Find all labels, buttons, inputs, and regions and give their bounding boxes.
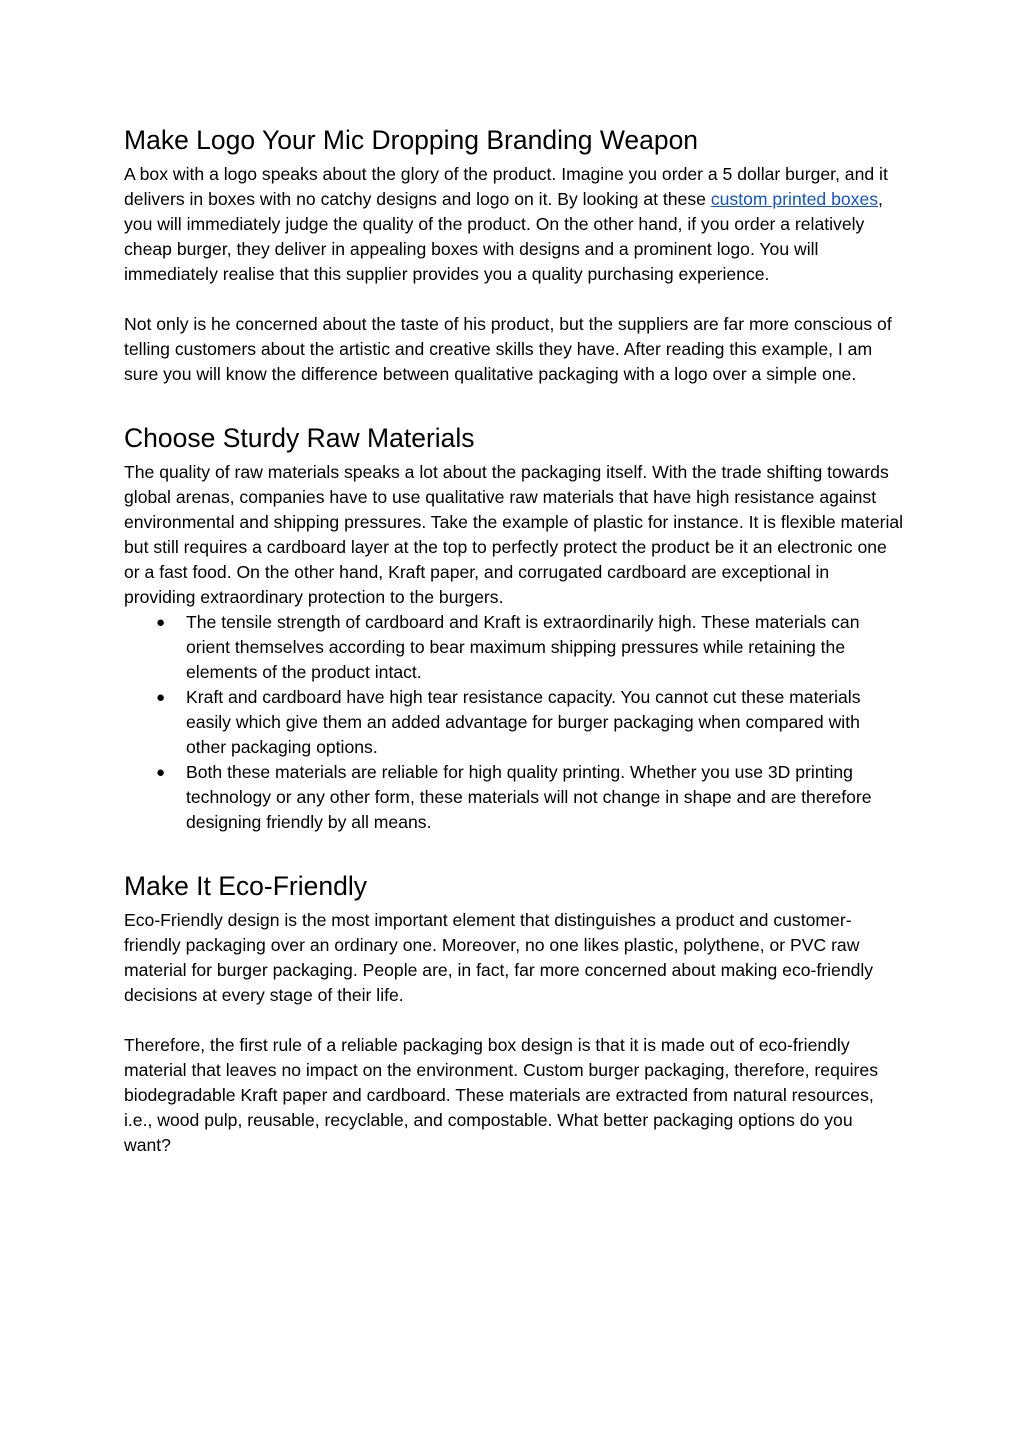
list-item [124, 610, 904, 685]
bullet-icon: ● [156, 614, 166, 631]
bullet-icon: ● [156, 689, 166, 706]
section-spacer [124, 835, 904, 864]
paragraph-eco-intro: Eco-Friendly design is the most important element that distinguishes a product and customer-friendly packaging over an ordinary one. Moreover, no one likes plastic, polythene, or PVC raw material for burger packaging. People are, in fact, far more concerned about making eco-friendly decisions at every stage of their life. [124, 910, 874, 1005]
custom-printed-boxes-link[interactable]: custom printed boxes [710, 189, 879, 209]
list-item-text: Both these materials are reliable for high quality printing. Whether you use 3D printing technology or any other form, these materials will not change in shape and are therefore designing friendly by all means. [186, 762, 872, 832]
list-item-text: The tensile strength of cardboard and Kraft is extraordinarily high. These materials can orient themselves according to bear maximum shipping pressures while retaining the elements of the product intact. [186, 612, 860, 682]
paragraph-logo-intro [124, 162, 904, 287]
heading-eco-friendly: Make It Eco-Friendly [124, 871, 367, 901]
paragraph-logo-intro-text-b: , you will immediately judge the quality of the product. On the other hand, if you order a relatively cheap burger, they deliver in appealing boxes with designs and a prominent logo. You will immediately realise that this supplier provides you a quality purchasing experience. [124, 189, 883, 284]
section-raw-materials [124, 416, 904, 835]
section-spacer [124, 387, 904, 416]
paragraph-spacer [124, 287, 904, 312]
list-item [124, 760, 904, 835]
document-page [124, 118, 904, 1158]
materials-bullet-list [124, 610, 904, 835]
bullet-icon: ● [156, 764, 166, 781]
paragraph-raw-materials: The quality of raw materials speaks a lot about the packaging itself. With the trade shifting towards global arenas, companies have to use qualitative raw materials that have high resistance against environmental and shipping pressures. Take the example of plastic for instance. It is flexible material but still requires a cardboard layer at the top to perfectly protect the product be it an electronic one or a fast food. On the other hand, Kraft paper, and corrugated cardboard are exceptional in providing extraordinary protection to the burgers. [124, 462, 904, 607]
heading-raw-materials: Choose Sturdy Raw Materials [124, 423, 475, 453]
list-item [124, 685, 904, 760]
paragraph-logo-example: Not only is he concerned about the taste of his product, but the suppliers are far more conscious of telling customers about the artistic and creative skills they have. After reading this example, I am sure you will know the difference between qualitative packaging with a logo over a simple one. [124, 314, 892, 384]
list-item-text: Kraft and cardboard have high tear resistance capacity. You cannot cut these materials easily which give them an added advantage for burger packaging when compared with other packaging options. [186, 687, 861, 757]
paragraph-eco-rule: Therefore, the first rule of a reliable packaging box design is that it is made out of eco-friendly material that leaves no impact on the environment. Custom burger packaging, therefore, requires biodegradable Kraft paper and cardboard. These materials are extracted from natural resources, i.e., wood pulp, reusable, recyclable, and compostable. What better packaging options do you want? [124, 1035, 878, 1155]
section-logo-branding [124, 118, 904, 387]
section-eco-friendly [124, 864, 904, 1158]
paragraph-logo-intro-text-a: A box with a logo speaks about the glory of the product. Imagine you order a 5 dollar burger, and it delivers in boxes with no catchy designs and logo on it. By looking at these [124, 164, 888, 209]
heading-logo-branding: Make Logo Your Mic Dropping Branding Weapon [124, 125, 699, 155]
paragraph-spacer [124, 1008, 904, 1033]
